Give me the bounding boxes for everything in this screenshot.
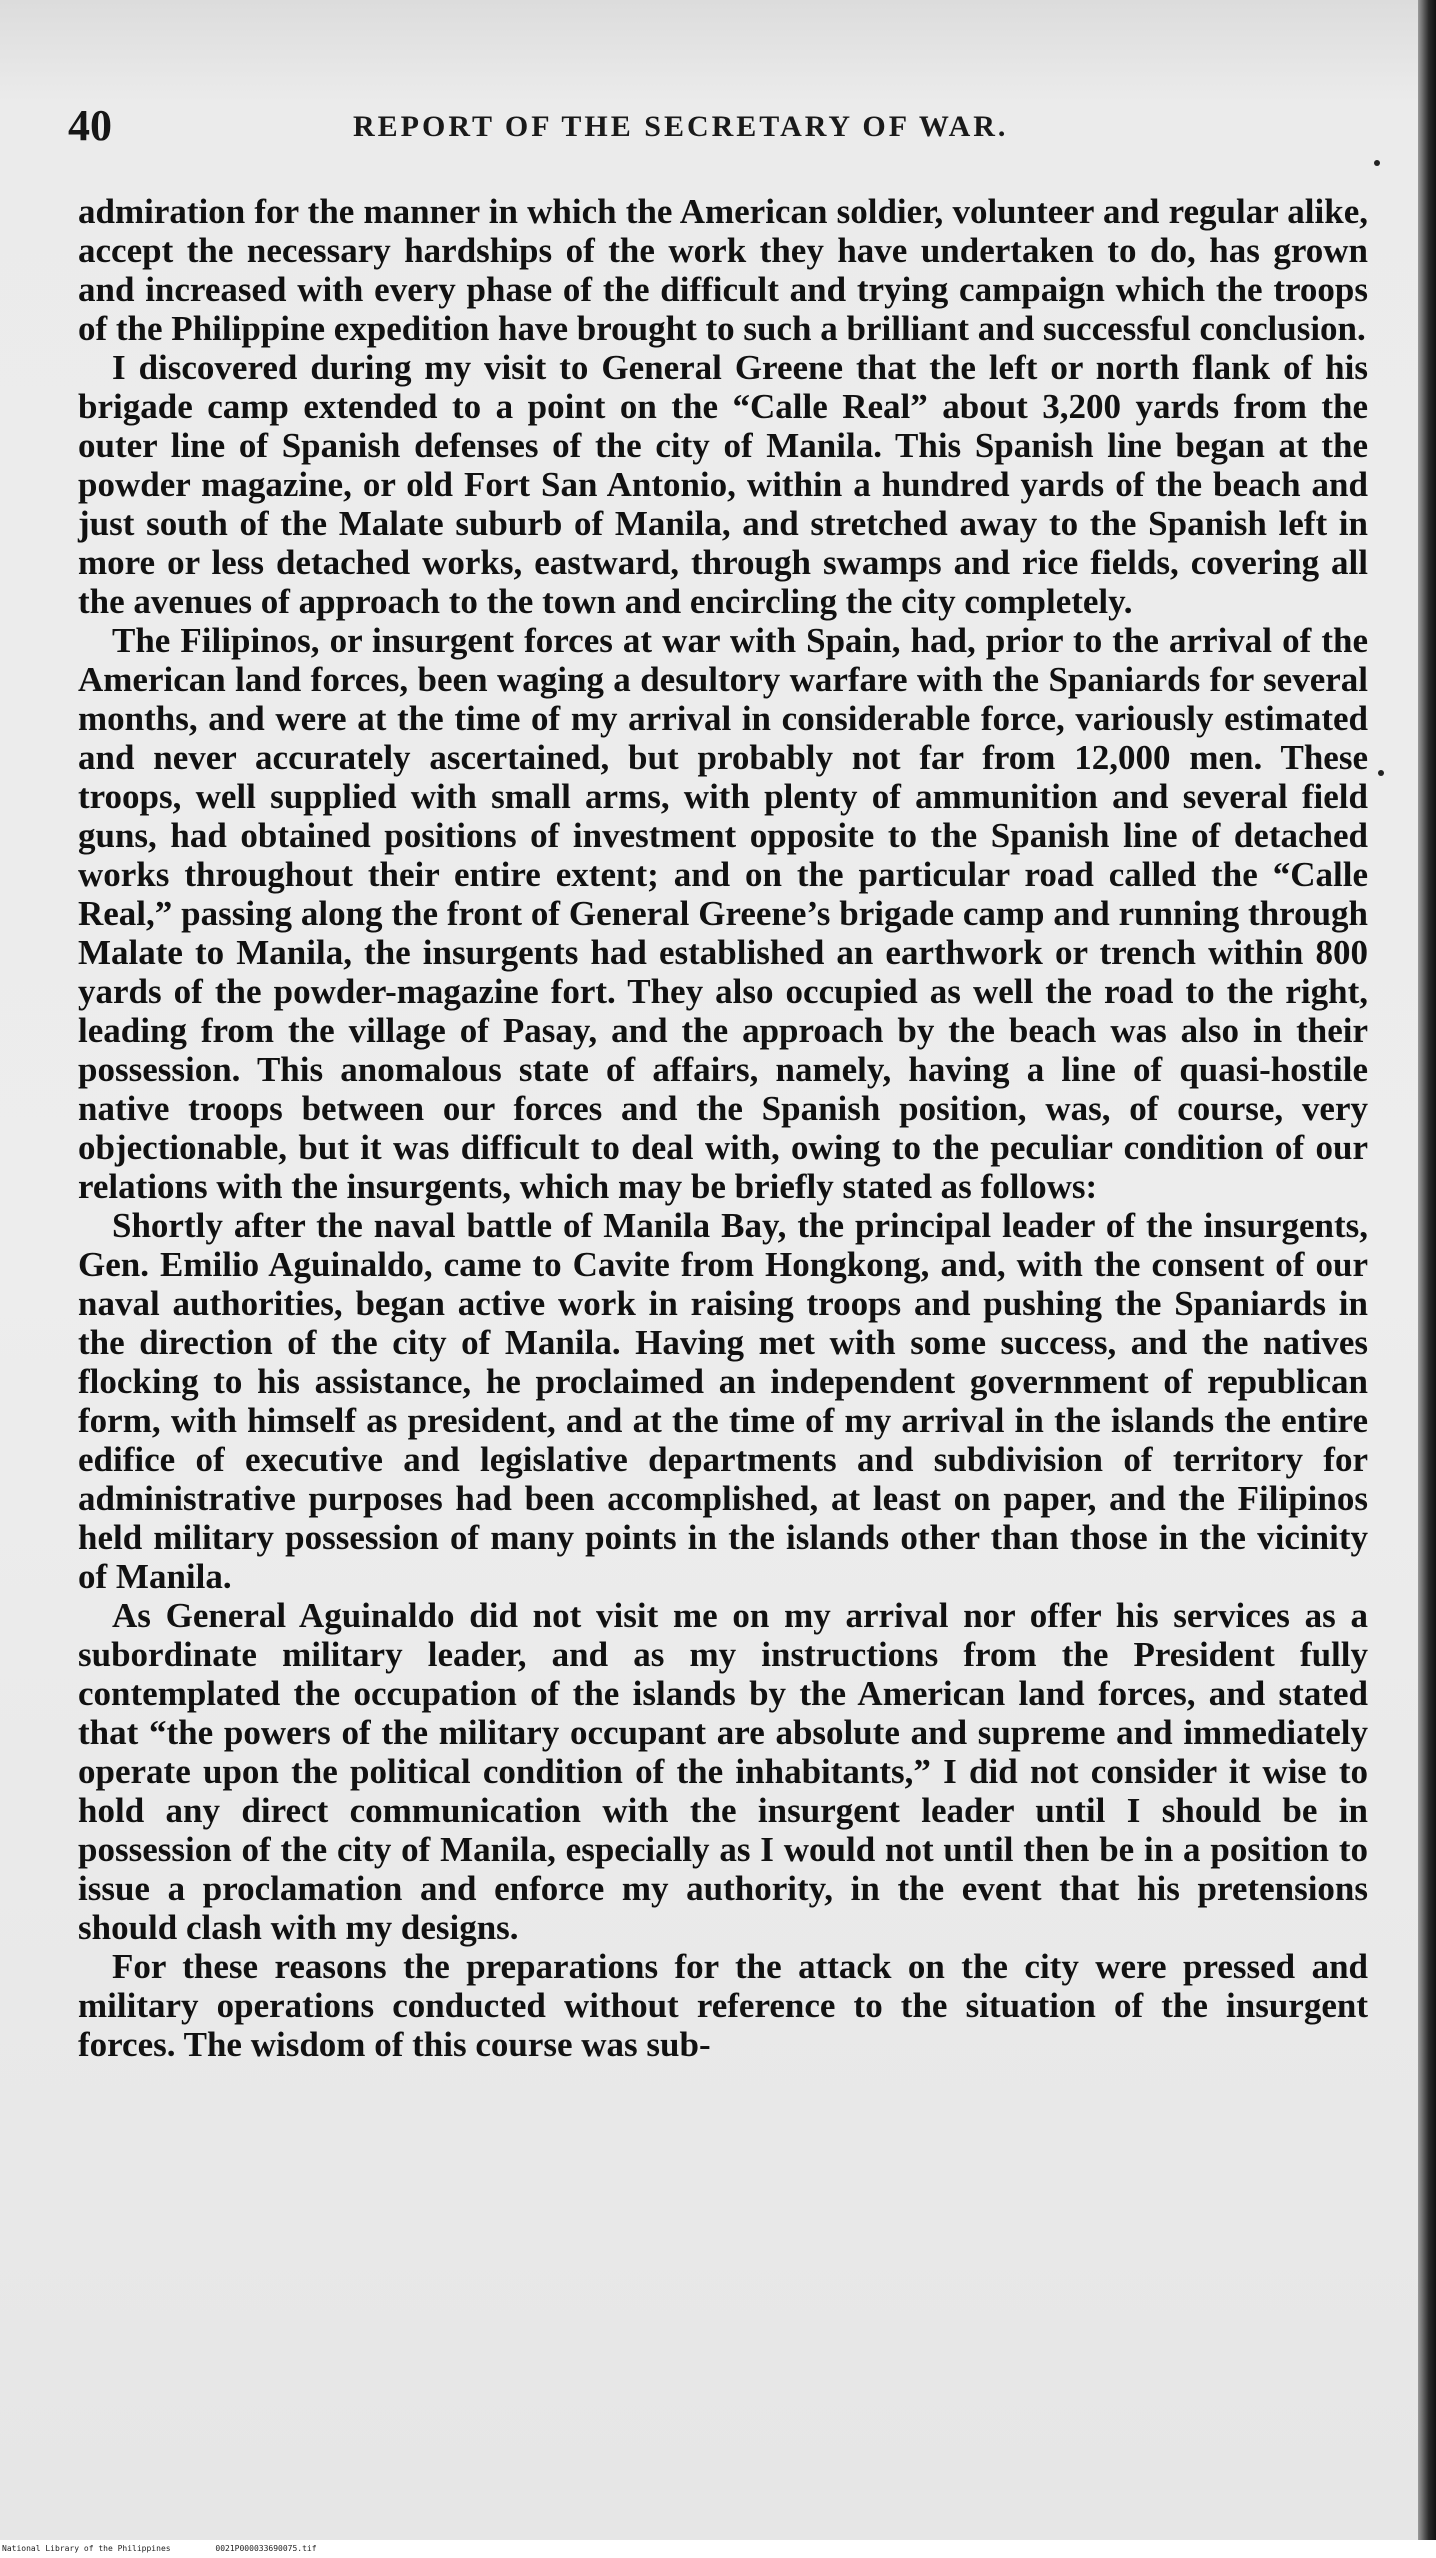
page-edge-shadow	[1418, 0, 1436, 2540]
paragraph: As General Aguinaldo did not visit me on my arrival nor offer his services as a subordinate military leader, and as my instructions from the President fully contemplated the occupation of the islands by the American land forces, and stated that “the powers of the military occupant are absolute and supreme and immediately operate upon the political condition of the inhabitants,” I did not consider it wise to hold any direct communication with the insurgent leader until I should be in possession of the city of Manila, especially as I would not until then be in a position to issue a proclamation and enforce my authority, in the event that his pretensions should clash with my designs.	[78, 1596, 1368, 1947]
paragraph: admiration for the manner in which the American soldier, volunteer and regular alike, accept the necessary hardships of the work they have undertaken to do, has grown and increased with every phase of the difficult and trying campaign which the troops of the Philippine expedition have brought to such a brilliant and successful conclusion.	[78, 192, 1368, 348]
footer-filename: 0021P000033690075.tif	[215, 2544, 317, 2553]
paragraph: The Filipinos, or insurgent forces at war with Spain, had, prior to the arrival of the American land forces, been waging a desultory warfare with the Spaniards for several months, and were at the time of my arrival in considerable force, variously estimated and never accurately ascertained, but probably not far from 12,000 men. These troops, well supplied with small arms, with plenty of ammunition and several field guns, had obtained positions of investment opposite to the Spanish line of detached works throughout their entire extent; and on the particular road called the “Calle Real,” passing along the front of General Greene’s brigade camp and running through Malate to Manila, the insurgents had established an earthwork or trench within 800 yards of the powder-magazine fort. They also occupied as well the road to the right, leading from the village of Pasay, and the approach by the beach was also in their possession. This anomalous state of affairs, namely, having a line of quasi-hostile native troops between our forces and the Spanish position, was, of course, very objectionable, but it was difficult to deal with, owing to the peculiar condition of our relations with the insurgents, which may be briefly stated as follows:	[78, 621, 1368, 1206]
page-header	[68, 100, 1368, 160]
paragraph: Shortly after the naval battle of Manila Bay, the principal leader of the insurgents, Gen. Emilio Aguinaldo, came to Cavite from Hongkong, and, with the consent of our naval authorities, began active work in raising troops and pushing the Spaniards in the direction of the city of Manila. Having met with some success, and the natives flocking to his assistance, he proclaimed an independent government of republican form, with himself as president, and at the time of my arrival in the islands the entire edifice of executive and legislative departments and subdivision of territory for administrative purposes had been accomplished, at least on paper, and the Filipinos held military possession of many points in the islands other than those in the vicinity of Manila.	[78, 1206, 1368, 1596]
footer-library: National Library of the Philippines	[2, 2544, 171, 2553]
paragraph: For these reasons the preparations for the attack on the city were pressed and military operations conducted without reference to the situation of the insurgent forces. The wisdom of this course was sub-	[78, 1947, 1368, 2064]
body-text	[78, 192, 1368, 2064]
paragraph: I discovered during my visit to General Greene that the left or north flank of his brigade camp extended to a point on the “Calle Real” about 3,200 yards from the outer line of Spanish defenses of the city of Manila. This Spanish line began at the powder magazine, or old Fort San Antonio, within a hundred yards of the beach and just south of the Malate suburb of Manila, and stretched away to the Spanish left in more or less detached works, eastward, through swamps and rice fields, covering all the avenues of approach to the town and encircling the city completely.	[78, 348, 1368, 621]
running-head: REPORT OF THE SECRETARY OF WAR.	[353, 110, 1009, 143]
scan-footer	[0, 2540, 1436, 2558]
page-number: 40	[68, 101, 112, 150]
ink-speck	[1378, 770, 1384, 776]
ink-speck	[1374, 160, 1380, 166]
